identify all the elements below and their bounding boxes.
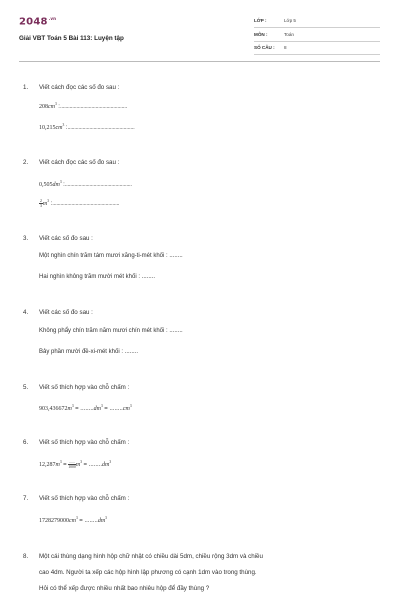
header-divider xyxy=(19,61,380,62)
q8-line-3: Hỏi có thể xếp được nhiều nhất bao nhiêu hộp để đầy thùng ? xyxy=(39,585,210,592)
meta-subject-label: MÔN : xyxy=(254,32,268,37)
q3-item-2: Hai nghìn không trăm mười mét khối : ........ xyxy=(39,274,155,280)
meta-count-label: SỐ CÂU : xyxy=(254,45,275,50)
q6-item-1: $12,287m^3$ = $\frac{......}{1000}$ $m^3 = ........dm^3$ xyxy=(39,460,112,470)
meta-class-value: Lớp 5 xyxy=(284,18,296,23)
site-logo[interactable]: $2048^{.vn}$ xyxy=(19,16,57,28)
q4-item-2: Bảy phần mười đề-xi-mét khối : ........ xyxy=(39,349,138,355)
q3-item-1: Một nghìn chín trăm tám mươi xăng-ti-mét khối : ........ xyxy=(39,253,183,259)
q5-item-1: $903,436672m^3 = ........dm^3 = ........cm^3$ xyxy=(39,404,132,412)
q7-item-1: $1728279000cm^3 = ........dm^3$ xyxy=(39,516,107,524)
fraction-over-1000: $\frac{......}{1000}$ xyxy=(68,460,76,470)
meta-class-label: LỚP : xyxy=(254,18,267,23)
meta-count-row xyxy=(254,43,380,55)
page-title: Giải VBT Toán 5 Bài 113: Luyện tập xyxy=(19,35,124,42)
q4-item-1: Không phẩy chín trăm năm mươi chín mét khối : ........ xyxy=(39,328,183,334)
worksheet-page: $2048^{.vn}$ Giải VBT Toán 5 Bài 113: Luyện tập LỚP : Lớp 5 MÔN : Toán SỐ CÂU : 8 1. Viết cách đọc các số đo sau : $208cm^3$ :................................................. $10,215cm^3$ :................................................. 2. Viết cách đọc các số đo sau : $0,505dm^3$ :................................................. $\frac{2}{3}$ $m^3$ :................................................. 3. Viết các số đo sau : Một nghìn chín trăm tám mươi xăng-ti-mét khối : ........ Hai nghìn không trăm mười mét khối : ........ 4. Viết các số đo sau : Không phẩy chín trăm năm mươi chín mét khối : ........ Bảy phần mười đề-xi-mét khối : ........ 5. Viết số thích hợp vào chỗ chấm : $903,436672m^3 = ........dm^3 = ........cm^3$ 6. Viết số thích hợp vào chỗ chấm : $12,287m^3$ = $\frac{......}{1000}$ $m^3 = ........dm^3$ 7. Viết số thích hợp vào chỗ chấm : $1728279000cm^3 = ........dm^3$ 8. Một cái thùng dạng hình hộp chữ nhật có chiều dài 5dm, chiều rộng 3dm và chiều cao 4dm. Người ta xếp các hộp hình lập phương có cạnh 1dm vào trong thùng. Hỏi có thể xếp được nhiều nhất bao nhiêu hộp để đầy thùng ? xyxy=(0,0,400,600)
meta-count-value: 8 xyxy=(284,45,287,50)
q8-line-2: cao 4dm. Người ta xếp các hộp hình lập phương có cạnh 1dm vào trong thùng. xyxy=(39,569,257,576)
meta-subject-row xyxy=(254,30,380,42)
q1-item-1: $208cm^3$ :................................................. xyxy=(39,102,127,110)
q1-item-2: $10,215cm^3$ :................................................. xyxy=(39,123,135,131)
fraction-two-thirds: $\frac{2}{3}$ xyxy=(40,199,42,209)
meta-class-row xyxy=(254,16,380,28)
q2-item-1: $0,505dm^3$ :................................................. xyxy=(39,180,132,188)
meta-subject-value: Toán xyxy=(284,32,294,37)
q2-item-2: $\frac{2}{3}$ $m^3$ :................................................. xyxy=(40,199,120,209)
